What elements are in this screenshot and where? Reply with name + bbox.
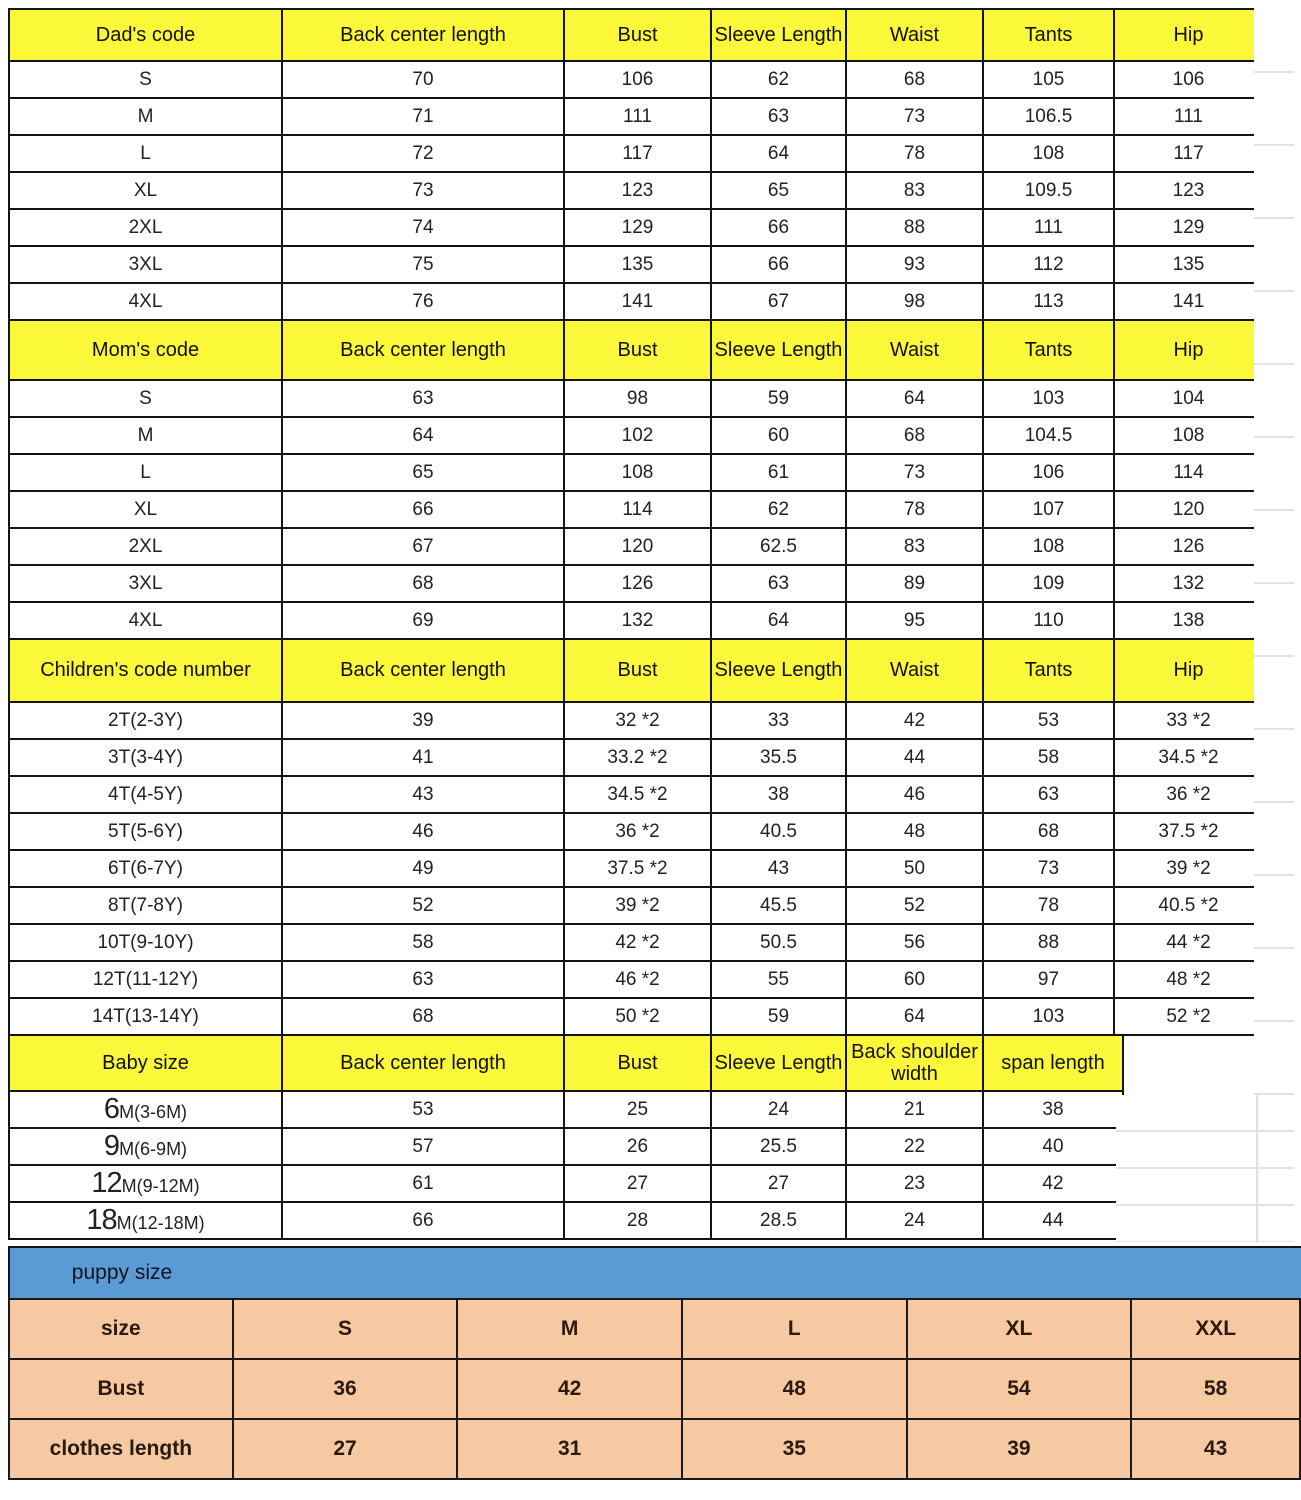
row-label: 5T(5-6Y): [9, 813, 282, 850]
baby-size-table: [8, 1034, 1124, 1240]
size-cell-hip: 34.5 *2: [1114, 739, 1263, 776]
size-cell: 33.2 *2: [564, 739, 711, 776]
table-row: [9, 961, 1263, 998]
puppy-size-cell: 35: [682, 1419, 907, 1479]
size-cell: 108: [983, 135, 1114, 172]
size-cell: 66: [711, 246, 846, 283]
size-cell: 111: [983, 209, 1114, 246]
size-cell: 59: [711, 998, 846, 1035]
puppy-size-cell: S: [233, 1299, 458, 1359]
table-row: [9, 1128, 1123, 1165]
size-cell: 69: [282, 602, 564, 639]
size-cell: 66: [711, 209, 846, 246]
size-cell: 111: [564, 98, 711, 135]
table-row: [9, 209, 1263, 246]
size-cell: 141: [1114, 283, 1263, 320]
row-label: 3XL: [9, 565, 282, 602]
size-cell: 110: [983, 602, 1114, 639]
size-cell: 63: [282, 961, 564, 998]
size-cell: 39: [282, 702, 564, 739]
column-header: Back center length: [282, 320, 564, 380]
size-cell: 135: [564, 246, 711, 283]
size-cell: 26: [564, 1128, 711, 1165]
size-cell: 52: [846, 887, 983, 924]
table-title-header: Baby size: [9, 1035, 282, 1091]
puppy-row: [9, 1299, 1300, 1359]
size-cell-hip: 36 *2: [1114, 776, 1263, 813]
row-label: XL: [9, 491, 282, 528]
table-row: [9, 924, 1263, 961]
size-cell: 105: [983, 61, 1114, 98]
size-cell: 25.5: [711, 1128, 846, 1165]
size-cell: 42: [983, 1165, 1123, 1202]
size-cell-hip: 33 *2: [1114, 702, 1263, 739]
size-cell: 32 *2: [564, 702, 711, 739]
size-cell: 135: [1114, 246, 1263, 283]
size-cell: 83: [846, 172, 983, 209]
size-cell: 106: [1114, 61, 1263, 98]
size-cell: 64: [282, 417, 564, 454]
table-row: [9, 565, 1263, 602]
size-cell: 34.5 *2: [564, 776, 711, 813]
size-cell: 95: [846, 602, 983, 639]
table-row: [9, 417, 1263, 454]
column-header: Waist: [846, 9, 983, 61]
size-cell: 123: [564, 172, 711, 209]
puppy-row-label: Bust: [9, 1359, 233, 1419]
table-row: [9, 528, 1263, 565]
size-cell: 120: [1114, 491, 1263, 528]
size-cell: 40: [983, 1128, 1123, 1165]
row-label: 2T(2-3Y): [9, 702, 282, 739]
size-cell: 70: [282, 61, 564, 98]
size-cell: 53: [983, 702, 1114, 739]
row-label: 4XL: [9, 283, 282, 320]
size-cell: 66: [282, 491, 564, 528]
row-label: 6T(6-7Y): [9, 850, 282, 887]
size-cell: 68: [282, 998, 564, 1035]
size-cell: 50 *2: [564, 998, 711, 1035]
puppy-size-cell: M: [457, 1299, 682, 1359]
row-label: 14T(13-14Y): [9, 998, 282, 1035]
size-cell: 36 *2: [564, 813, 711, 850]
size-cell: 38: [711, 776, 846, 813]
table-row: [9, 1091, 1123, 1128]
size-cell: 72: [282, 135, 564, 172]
row-label: 4T(4-5Y): [9, 776, 282, 813]
size-cell: 73: [983, 850, 1114, 887]
size-cell: 88: [846, 209, 983, 246]
column-header: span length: [983, 1035, 1123, 1091]
puppy-size-cell: 54: [907, 1359, 1132, 1419]
row-label: XL: [9, 172, 282, 209]
size-cell: 27: [564, 1165, 711, 1202]
size-cell: 98: [564, 380, 711, 417]
table-row: [9, 850, 1263, 887]
size-cell: 138: [1114, 602, 1263, 639]
size-cell: 22: [846, 1128, 983, 1165]
size-cell: 55: [711, 961, 846, 998]
puppy-size-cell: 39: [907, 1419, 1132, 1479]
column-header: Sleeve Length: [711, 639, 846, 702]
puppy-title: puppy size: [71, 1261, 173, 1284]
size-cell: 103: [983, 380, 1114, 417]
size-cell: 63: [711, 565, 846, 602]
size-cell: 52: [282, 887, 564, 924]
size-cell-hip: 40.5 *2: [1114, 887, 1263, 924]
size-cell: 59: [711, 380, 846, 417]
size-cell: 60: [711, 417, 846, 454]
puppy-section: [8, 1246, 1301, 1480]
row-label: 8T(7-8Y): [9, 887, 282, 924]
size-cell: 66: [282, 1202, 564, 1239]
size-cell: 46: [282, 813, 564, 850]
size-cell: 64: [846, 998, 983, 1035]
size-cell: 24: [846, 1202, 983, 1239]
column-header: Tants: [983, 639, 1114, 702]
size-cell: 106: [564, 61, 711, 98]
size-cell: 104.5: [983, 417, 1114, 454]
size-cell: 64: [711, 602, 846, 639]
size-cell: 63: [711, 98, 846, 135]
size-cell: 39 *2: [564, 887, 711, 924]
table-row: [9, 135, 1263, 172]
size-cell: 58: [983, 739, 1114, 776]
puppy-row-label: clothes length: [9, 1419, 233, 1479]
size-cell-hip: 44 *2: [1114, 924, 1263, 961]
size-cell: 62: [711, 491, 846, 528]
table-row: [9, 61, 1263, 98]
size-cell: 27: [711, 1165, 846, 1202]
size-cell: 35.5: [711, 739, 846, 776]
size-cell-hip: 48 *2: [1114, 961, 1263, 998]
size-cell: 50.5: [711, 924, 846, 961]
size-cell: 123: [1114, 172, 1263, 209]
size-cell: 117: [1114, 135, 1263, 172]
size-cell: 64: [846, 380, 983, 417]
puppy-size-cell: 36: [233, 1359, 458, 1419]
table-row: [9, 702, 1263, 739]
size-cell: 78: [846, 135, 983, 172]
size-cell: 57: [282, 1128, 564, 1165]
row-label: 9M(6-9M): [9, 1128, 282, 1165]
size-cell: 129: [1114, 209, 1263, 246]
table-title-header: Children's code number: [9, 639, 282, 702]
size-cell: 98: [846, 283, 983, 320]
size-cell: 64: [711, 135, 846, 172]
size-cell: 21: [846, 1091, 983, 1128]
size-cell: 103: [983, 998, 1114, 1035]
size-cell: 108: [1114, 417, 1263, 454]
row-label: 6M(3-6M): [9, 1091, 282, 1128]
size-cell: 114: [1114, 454, 1263, 491]
size-cell: 73: [846, 98, 983, 135]
size-cell: 106: [983, 454, 1114, 491]
row-label: 18M(12-18M): [9, 1202, 282, 1239]
size-cell: 109: [983, 565, 1114, 602]
puppy-size-cell: 27: [233, 1419, 458, 1479]
size-cell: 44: [983, 1202, 1123, 1239]
size-cell: 37.5 *2: [564, 850, 711, 887]
size-cell: 129: [564, 209, 711, 246]
size-cell: 48: [846, 813, 983, 850]
size-cell: 44: [846, 739, 983, 776]
row-label: S: [9, 380, 282, 417]
size-cell-hip: 39 *2: [1114, 850, 1263, 887]
size-cell: 41: [282, 739, 564, 776]
size-cell: 78: [983, 887, 1114, 924]
row-label: S: [9, 61, 282, 98]
row-label: 12T(11-12Y): [9, 961, 282, 998]
size-cell: 46: [846, 776, 983, 813]
size-cell: 28: [564, 1202, 711, 1239]
size-cell: 126: [1114, 528, 1263, 565]
size-cell: 43: [282, 776, 564, 813]
size-cell: 33: [711, 702, 846, 739]
table-row: [9, 454, 1263, 491]
size-cell: 40.5: [711, 813, 846, 850]
size-cell: 43: [711, 850, 846, 887]
dad-size-table: [8, 8, 1264, 321]
puppy-size-cell: XL: [907, 1299, 1132, 1359]
size-cell: 71: [282, 98, 564, 135]
column-header: Back center length: [282, 1035, 564, 1091]
size-cell: 106.5: [983, 98, 1114, 135]
size-cell: 42: [846, 702, 983, 739]
column-header: Bust: [564, 639, 711, 702]
puppy-size-table: [8, 1298, 1301, 1480]
size-cell: 65: [282, 454, 564, 491]
table-row: [9, 1202, 1123, 1239]
puppy-row: [9, 1419, 1300, 1479]
table-row: [9, 380, 1263, 417]
puppy-size-cell: 58: [1131, 1359, 1300, 1419]
table-row: [9, 172, 1263, 209]
size-cell: 24: [711, 1091, 846, 1128]
size-cell: 126: [564, 565, 711, 602]
column-header: Tants: [983, 320, 1114, 380]
table-row: [9, 246, 1263, 283]
size-cell: 74: [282, 209, 564, 246]
column-header: Sleeve Length: [711, 9, 846, 61]
size-cell: 113: [983, 283, 1114, 320]
size-cell: 76: [282, 283, 564, 320]
size-cell: 104: [1114, 380, 1263, 417]
puppy-size-header-bar: [8, 1246, 1301, 1300]
table-row: [9, 98, 1263, 135]
table-row: [9, 602, 1263, 639]
size-cell: 61: [711, 454, 846, 491]
size-cell-hip: 52 *2: [1114, 998, 1263, 1035]
table-row: [9, 739, 1263, 776]
size-cell: 78: [846, 491, 983, 528]
size-cell: 28.5: [711, 1202, 846, 1239]
column-header: Sleeve Length: [711, 320, 846, 380]
size-chart-sheet: [8, 8, 1301, 1480]
size-cell: 23: [846, 1165, 983, 1202]
table-row: [9, 998, 1263, 1035]
puppy-size-cell: 48: [682, 1359, 907, 1419]
size-cell: 67: [282, 528, 564, 565]
table-row: [9, 776, 1263, 813]
puppy-size-cell: 43: [1131, 1419, 1300, 1479]
size-cell: 42 *2: [564, 924, 711, 961]
table-row: [9, 283, 1263, 320]
size-cell: 132: [564, 602, 711, 639]
size-cell: 68: [846, 417, 983, 454]
size-cell: 61: [282, 1165, 564, 1202]
size-cell: 73: [282, 172, 564, 209]
row-label: M: [9, 98, 282, 135]
size-cell: 58: [282, 924, 564, 961]
row-label: L: [9, 135, 282, 172]
puppy-row-label: size: [9, 1299, 233, 1359]
size-cell: 63: [282, 380, 564, 417]
size-cell: 97: [983, 961, 1114, 998]
size-cell: 102: [564, 417, 711, 454]
row-label: 10T(9-10Y): [9, 924, 282, 961]
column-header: Back center length: [282, 9, 564, 61]
row-label: 12M(9-12M): [9, 1165, 282, 1202]
size-cell: 68: [846, 61, 983, 98]
size-cell: 49: [282, 850, 564, 887]
row-label: L: [9, 454, 282, 491]
size-cell: 120: [564, 528, 711, 565]
row-label: 2XL: [9, 528, 282, 565]
column-header: Back shoulder width: [846, 1035, 983, 1091]
size-cell: 67: [711, 283, 846, 320]
size-cell: 45.5: [711, 887, 846, 924]
size-cell: 60: [846, 961, 983, 998]
size-cell: 25: [564, 1091, 711, 1128]
table-title-header: Mom's code: [9, 320, 282, 380]
row-label: 2XL: [9, 209, 282, 246]
size-cell: 65: [711, 172, 846, 209]
size-cell: 109.5: [983, 172, 1114, 209]
table-row: [9, 887, 1263, 924]
puppy-row: [9, 1359, 1300, 1419]
column-header: Waist: [846, 320, 983, 380]
puppy-size-cell: 31: [457, 1419, 682, 1479]
size-cell: 108: [983, 528, 1114, 565]
size-cell: 107: [983, 491, 1114, 528]
size-cell: 108: [564, 454, 711, 491]
size-cell: 46 *2: [564, 961, 711, 998]
row-label: 4XL: [9, 602, 282, 639]
size-cell: 93: [846, 246, 983, 283]
size-cell: 83: [846, 528, 983, 565]
size-cell: 62: [711, 61, 846, 98]
puppy-size-cell: 42: [457, 1359, 682, 1419]
size-cell: 117: [564, 135, 711, 172]
table-row: [9, 813, 1263, 850]
size-cell: 88: [983, 924, 1114, 961]
size-cell: 111: [1114, 98, 1263, 135]
row-label: 3T(3-4Y): [9, 739, 282, 776]
column-header: Hip: [1114, 9, 1263, 61]
row-label: 3XL: [9, 246, 282, 283]
column-header: Bust: [564, 9, 711, 61]
size-cell-hip: 37.5 *2: [1114, 813, 1263, 850]
size-cell: 89: [846, 565, 983, 602]
mom-size-table: [8, 319, 1264, 640]
table-title-header: Dad's code: [9, 9, 282, 61]
size-cell: 112: [983, 246, 1114, 283]
puppy-size-cell: XXL: [1131, 1299, 1300, 1359]
size-cell: 114: [564, 491, 711, 528]
column-header: Sleeve Length: [711, 1035, 846, 1091]
size-cell: 38: [983, 1091, 1123, 1128]
table-row: [9, 1165, 1123, 1202]
puppy-size-cell: L: [682, 1299, 907, 1359]
column-header: Bust: [564, 320, 711, 380]
size-cell: 141: [564, 283, 711, 320]
size-cell: 75: [282, 246, 564, 283]
table-row: [9, 491, 1263, 528]
column-header: Hip: [1114, 639, 1263, 702]
size-cell: 50: [846, 850, 983, 887]
column-header: Waist: [846, 639, 983, 702]
column-header: Tants: [983, 9, 1114, 61]
column-header: Hip: [1114, 320, 1263, 380]
size-cell: 132: [1114, 565, 1263, 602]
size-cell: 56: [846, 924, 983, 961]
size-cell: 73: [846, 454, 983, 491]
size-cell: 62.5: [711, 528, 846, 565]
size-cell: 53: [282, 1091, 564, 1128]
size-cell: 68: [282, 565, 564, 602]
column-header: Back center length: [282, 639, 564, 702]
column-header: Bust: [564, 1035, 711, 1091]
row-label: M: [9, 417, 282, 454]
size-cell: 68: [983, 813, 1114, 850]
children-size-table: [8, 638, 1264, 1036]
size-cell: 63: [983, 776, 1114, 813]
